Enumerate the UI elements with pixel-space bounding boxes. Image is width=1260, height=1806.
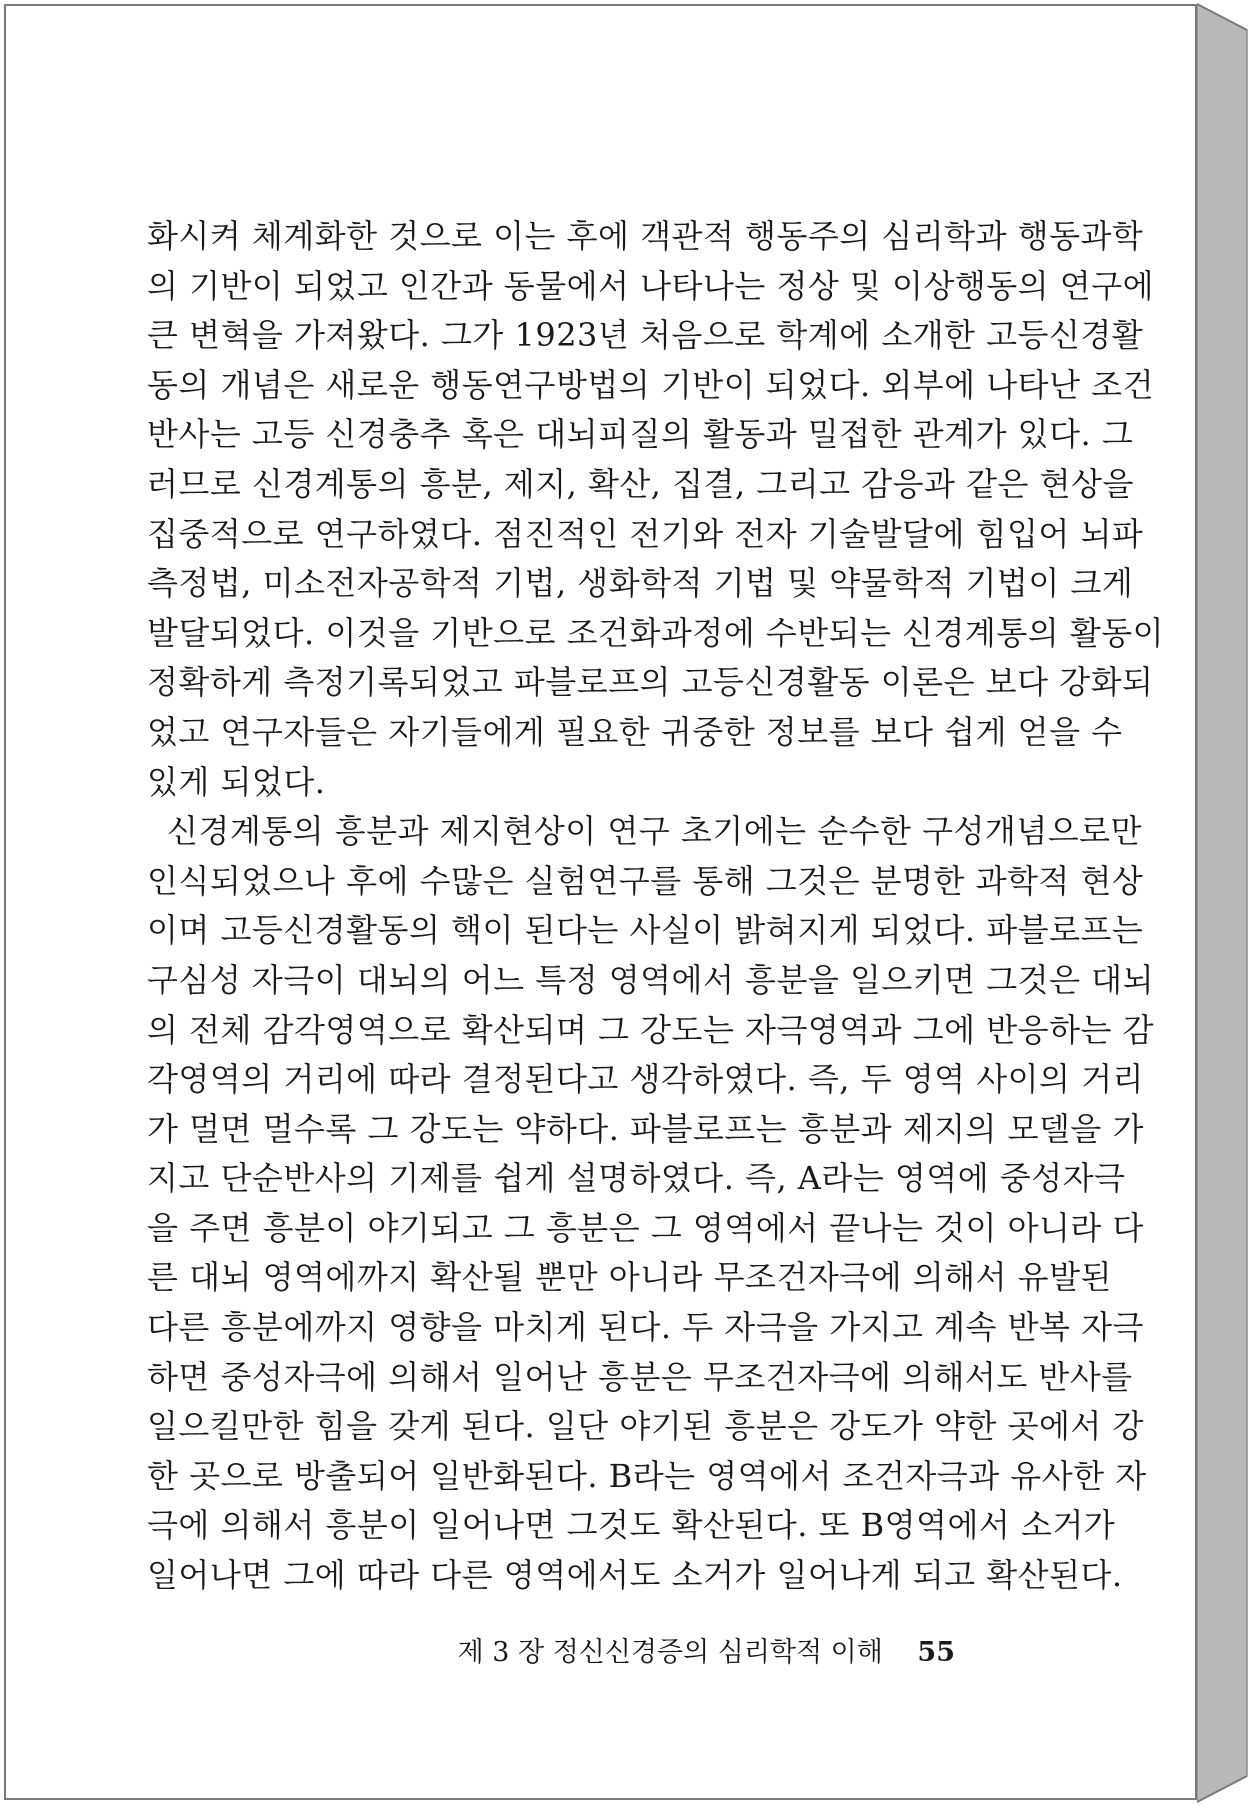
chapter-title: 제 3 장 정신신경증의 심리학적 이해 [457, 1637, 883, 1668]
text-line: 을 주면 흥분이 야기되고 그 흥분은 그 영역에서 끝나는 것이 아니라 다 [147, 1208, 1144, 1247]
text-line: 극에 의해서 흥분이 일어나면 그것도 확산된다. 또 B영역에서 소거가 [147, 1506, 1116, 1545]
book-page-stack-edge [1197, 0, 1260, 1806]
text-line: 한 곳으로 방출되어 일반화된다. B라는 영역에서 조건자극과 유사한 자 [147, 1456, 1147, 1495]
text-line: 의 전체 감각영역으로 확산되며 그 강도는 자극영역과 그에 반응하는 감 [147, 1010, 1154, 1049]
text-line: 발달되었다. 이것을 기반으로 조건화과정에 수반되는 신경계통의 활동이 [147, 613, 1165, 652]
book-page [4, 4, 1197, 1800]
text-line: 일으킬만한 힘을 갖게 된다. 일단 야기된 흥분은 강도가 약한 곳에서 강 [147, 1407, 1144, 1446]
text-line: 지고 단순반사의 기제를 쉽게 설명하였다. 즉, A라는 영역에 중성자극 [147, 1159, 1126, 1198]
text-line: 일어나면 그에 따라 다른 영역에서도 소거가 일어나게 되고 확산된다. [147, 1556, 1123, 1595]
text-line: 러므로 신경계통의 흥분, 제지, 확산, 집결, 그리고 감응과 같은 현상을 [147, 464, 1134, 503]
page-number: 55 [917, 1637, 955, 1668]
page-footer [458, 1630, 955, 1669]
text-line: 측정법, 미소전자공학적 기법, 생화학적 기법 및 약물학적 기법이 크게 [147, 564, 1134, 603]
text-line: 다른 흥분에까지 영향을 마치게 된다. 두 자극을 가지고 계속 반복 자극 [147, 1308, 1144, 1347]
text-line: 이며 고등신경활동의 핵이 된다는 사실이 밝혀지게 되었다. 파블로프는 [147, 911, 1144, 950]
paragraph-first-line: 신경계통의 흥분과 제지현상이 연구 초기에는 순수한 구성개념으로만 [167, 812, 1142, 851]
text-line: 각영역의 거리에 따라 결정된다고 생각하였다. 즉, 두 영역 사이의 거리 [147, 1060, 1144, 1099]
text-line: 큰 변혁을 가져왔다. 그가 1923년 처음으로 학계에 소개한 고등신경활 [147, 316, 1144, 355]
text-line: 었고 연구자들은 자기들에게 필요한 귀중한 정보를 보다 쉽게 얻을 수 [147, 712, 1123, 751]
text-line: 반사는 고등 신경충추 혹은 대뇌피질의 활동과 밀접한 관계가 있다. 그 [147, 415, 1134, 454]
text-line: 의 기반이 되었고 인간과 동물에서 나타나는 정상 및 이상행동의 연구에 [147, 266, 1154, 305]
text-line: 가 멀면 멀수록 그 강도는 약하다. 파블로프는 흥분과 제지의 모델을 가 [147, 1109, 1144, 1148]
text-line: 있게 되었다. [147, 762, 326, 801]
page-edge-face [1197, 4, 1247, 1802]
text-line: 하면 중성자극에 의해서 일어난 흥분은 무조건자극에 의해서도 반사를 [147, 1357, 1133, 1396]
text-line: 구심성 자극이 대뇌의 어느 특정 영역에서 흥분을 일으키면 그것은 대뇌 [147, 960, 1154, 999]
text-line: 정확하게 측정기록되었고 파블로프의 고등신경활동 이론은 보다 강화되 [147, 663, 1154, 702]
text-line: 른 대뇌 영역에까지 확산될 뿐만 아니라 무조건자극에 의해서 유발된 [147, 1258, 1112, 1297]
text-line: 집중적으로 연구하였다. 점진적인 전기와 전자 기술발달에 힘입어 뇌파 [147, 514, 1144, 553]
page-body-text [147, 212, 1165, 1601]
text-line: 화시켜 체계화한 것으로 이는 후에 객관적 행동주의 심리학과 행동과학 [147, 217, 1144, 255]
text-line: 동의 개념은 새로운 행동연구방법의 기반이 되었다. 외부에 나타난 조건 [147, 365, 1154, 404]
text-line: 인식되었으나 후에 수많은 실험연구를 통해 그것은 분명한 과학적 현상 [147, 861, 1144, 900]
